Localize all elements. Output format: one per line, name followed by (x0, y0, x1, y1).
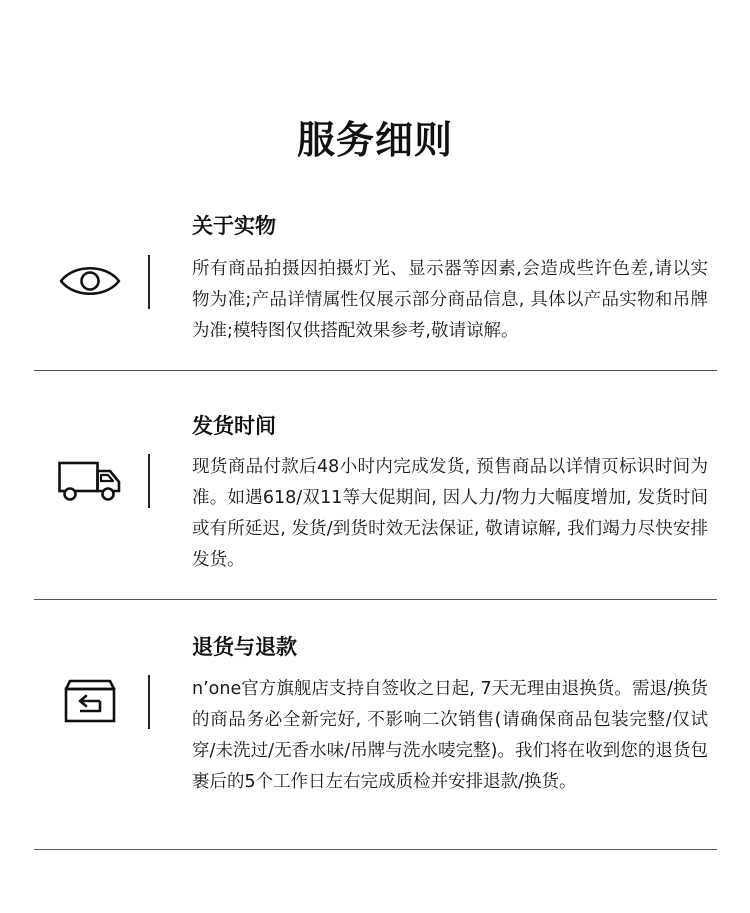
section-heading: 关于实物 (192, 214, 276, 238)
divider-vertical (148, 454, 150, 508)
divider-vertical (148, 675, 150, 729)
section-divider (34, 599, 717, 600)
return-box-icon (56, 673, 124, 729)
section-body: n’one官方旗舰店支持自签收之日起, 7天无理由退换货。需退/换货的商品务必全新完好, 不影响二次销售(请确保商品包装完整/仅试穿/未洗过/无香水味/吊牌与洗水唛完整)。我们将在收到您的退货包裹后的5个工作日左右完成质检并安排退款/换货。 (192, 679, 708, 792)
delivery-truck-icon (56, 452, 124, 508)
eye-icon (56, 253, 124, 309)
section-heading: 退货与退款 (192, 635, 297, 659)
section-divider (34, 370, 717, 371)
section-body: 现货商品付款后48小时内完成发货, 预售商品以详情页标识时间为准。如遇618/双11等大促期间, 因人力/物力大幅度增加, 发货时间或有所延迟, 发货/到货时效无法保证, 敬请谅解, 我们竭力尽快安排发货。 (192, 457, 708, 570)
section-body: 所有商品拍摄因拍摄灯光、显示器等因素,会造成些许色差,请以实物为准;产品详情属性仅展示部分商品信息, 具体以产品实物和吊牌为准;模特图仅供搭配效果参考,敬请谅解。 (192, 259, 708, 341)
section-heading: 发货时间 (192, 414, 276, 438)
divider-vertical (148, 255, 150, 309)
page-title: 服务细则 (296, 118, 453, 162)
section-divider (34, 849, 717, 850)
